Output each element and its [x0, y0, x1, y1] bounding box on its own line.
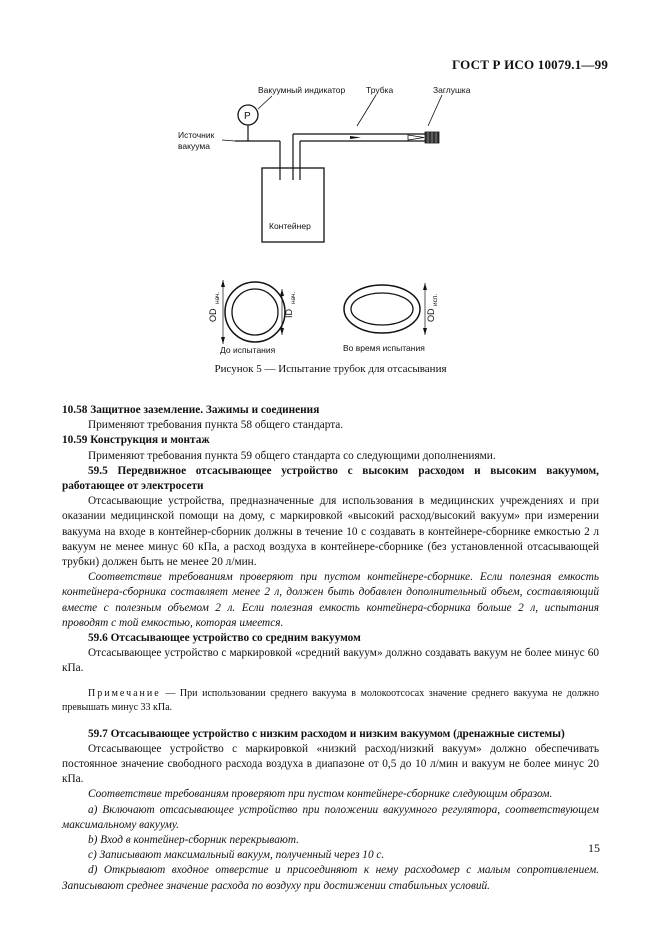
- section-59-5-check: Соответствие требованиям проверяют при пустом контейнере-сборнике. Если полезная емкость контейнера-сборника составляет менее 2 л, должен быть добавлен дополнительный объем, составляющий вместе с полезным объемом 2 л. Если полезная емкость контейнера-сборника больше 2 л, испытания проводят с той емкостью, которая имеется.: [62, 571, 599, 629]
- step-c: c) Записывают максимальный вакуум, полученный через 10 с.: [88, 849, 385, 862]
- section-59-7-check: Соответствие требованиям проверяют при пустом контейнере-сборнике следующим образом.: [88, 788, 553, 801]
- section-59-7-title: 59.7 Отсасывающее устройство с низким расходом и низким вакуумом (дренажные системы): [88, 727, 565, 740]
- section-10-59-body: Применяют требования пункта 59 общего стандарта со следующими дополнениями.: [88, 449, 496, 462]
- label-tube: Трубка: [366, 85, 394, 95]
- body-text: [62, 403, 599, 894]
- label-source-line2: вакуума: [178, 141, 210, 151]
- figure-caption: Рисунок 5 — Испытание трубок для отсасывания: [214, 363, 447, 375]
- page-number: 15: [588, 841, 600, 855]
- label-before-test: До испытания: [220, 345, 276, 355]
- tube-section-before: [225, 282, 285, 342]
- label-plug: Заглушка: [433, 85, 471, 95]
- note: [62, 687, 599, 715]
- label-container: Контейнер: [269, 221, 311, 231]
- section-59-6-title: 59.6 Отсасывающее устройство со средним вакуумом: [88, 632, 361, 645]
- step-d: d) Открывают входное отверстие и присоединяют к нему расходомер с малым сопротивлением. Записывают среднее значение расхода по воздуху при достижении стабильных условий.: [62, 864, 599, 892]
- label-vacuum-indicator: Вакуумный индикатор: [258, 85, 346, 95]
- tube-section-during: [344, 285, 420, 333]
- label-id-nach-sub: нач.: [290, 291, 297, 304]
- section-10-58-body: Применяют требования пункта 58 общего стандарта.: [88, 419, 344, 432]
- document-code-header: ГОСТ Р ИСО 10079.1—99: [452, 57, 609, 72]
- label-during-test: Во время испытания: [343, 343, 425, 353]
- note-body: — При использовании среднего вакуума в молокоотсосах значение среднего вакуума не должно превышать минус 33 кПа.: [62, 687, 599, 713]
- figure-5-diagram: [150, 82, 490, 372]
- section-59-5-body: Отсасывающие устройства, предназначенные для использования в медицинских учреждениях и при оказании медицинской помощи на дому, с маркировкой «высокий расход/высокий вакуум» при измерении вакуума на входе в контейнер-сборник должны в течение 10 с создавать в контейнере-сборнике емкостью 2 л вакуум не менее минус 60 кПа, а расход воздуха в контейнере-сборнике (без установленной отсасывающей трубки) должен быть не менее 20 л/мин.: [62, 495, 599, 569]
- section-10-59-title: 10.59 Конструкция и монтаж: [62, 434, 210, 447]
- label-od-isp-sub: исп.: [432, 293, 439, 306]
- section-59-7-body: Отсасывающее устройство с маркировкой «низкий расход/низкий вакуум» должно обеспечивать постоянное значение свободного расхода воздуха в диапазоне от 0,5 до 10 л/мин и вакуум не более минус 20 кПа.: [62, 742, 599, 786]
- gauge-letter: P: [244, 111, 251, 122]
- label-od-nach-sub: нач.: [214, 291, 221, 304]
- note-label: Примечание: [88, 687, 161, 699]
- step-b: b) Вход в контейнер-сборник перекрывают.: [88, 834, 299, 847]
- step-a: а) Включают отсасывающее устройство при положении вакуумного регулятора, соответствующем максимальному вакууму.: [62, 803, 599, 831]
- section-59-6-body: Отсасывающее устройство с маркировкой «средний вакуум» должно создавать вакуум не более минус 60 кПа.: [62, 647, 599, 675]
- label-od-isp: OD: [426, 308, 436, 322]
- label-id-nach: ID: [284, 309, 294, 318]
- label-source-line1: Источник: [178, 130, 215, 140]
- section-59-5-title: 59.5 Передвижное отсасывающее устройство с высоким расходом и высоким вакуумом, работающее от электросети: [62, 464, 599, 493]
- section-10-58-title: 10.58 Защитное заземление. Зажимы и соединения: [62, 404, 320, 416]
- label-od-nach: OD: [208, 308, 218, 322]
